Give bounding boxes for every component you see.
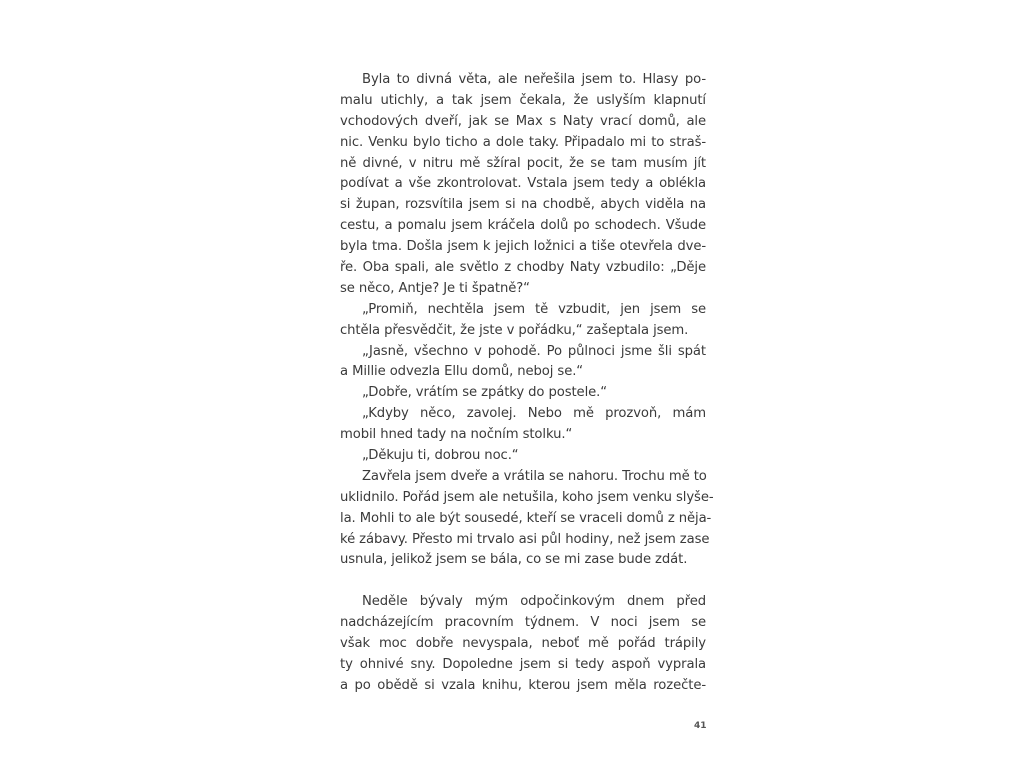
text-line: „Promiň, nechtěla jsem tě vzbudit, jen jsem se <box>362 301 706 317</box>
text-line: podívat a vše zkontrolovat. Vstala jsem tedy a oblékla <box>340 176 706 192</box>
text-line: nic. Venku bylo ticho a dole taky. Připadalo mi to straš- <box>340 134 706 150</box>
text-line: la. Mohli to ale být sousedé, kteří se vraceli domů z něja- <box>340 510 712 526</box>
text-line: Neděle bývaly mým odpočinkovým dnem před <box>362 594 706 610</box>
text-line: uklidnilo. Pořád jsem ale netušila, koho jsem venku slyše- <box>340 489 714 505</box>
page-number: 41 <box>694 721 707 731</box>
text-line: „Kdyby něco, zavolej. Nebo mě prozvoň, mám <box>362 406 706 422</box>
body-text <box>340 70 714 697</box>
text-line: cestu, a pomalu jsem kráčela dolů po schodech. Všude <box>340 218 706 234</box>
text-line: Zavřela jsem dveře a vrátila se nahoru. Trochu mě to <box>362 468 707 484</box>
text-line: ně divné, v nitru mě sžíral pocit, že se tam musím jít <box>340 155 706 171</box>
text-line: „Dobře, vrátím se zpátky do postele.“ <box>362 385 607 401</box>
text-line: „Jasně, všechno v pohodě. Po půlnoci jsme šli spát <box>362 343 706 359</box>
text-line: Byla to divná věta, ale neřešila jsem to. Hlasy po- <box>362 72 706 87</box>
text-line: se něco, Antje? Je ti špatně?“ <box>340 280 530 296</box>
text-line: ře. Oba spali, ale světlo z chodby Naty vzbudilo: „Děje <box>340 260 706 276</box>
text-line: ké zábavy. Přesto mi trvalo asi půl hodiny, než jsem zase <box>340 531 710 547</box>
text-line: mobil hned tady na nočním stolku.“ <box>340 427 573 443</box>
text-line: byla tma. Došla jsem k jejich ložnici a tiše otevřela dve- <box>340 239 706 255</box>
text-line: však moc dobře nevyspala, neboť mě pořád trápily <box>340 636 706 652</box>
text-line: usnula, jelikož jsem se bála, co se mi zase bude zdát. <box>340 552 688 568</box>
text-line: chtěla přesvědčit, že jste v pořádku,“ zašeptala jsem. <box>340 322 689 338</box>
text-line: a Millie odvezla Ellu domů, neboj se.“ <box>340 364 584 380</box>
text-line: a po obědě si vzala knihu, kterou jsem měla rozečte- <box>340 677 706 693</box>
text-line: ty ohnivé sny. Dopoledne jsem si tedy aspoň vyprala <box>340 656 706 672</box>
text-line: „Děkuju ti, dobrou noc.“ <box>362 448 519 464</box>
text-line: nadcházejícím pracovním týdnem. V noci jsem se <box>340 615 706 631</box>
text-line: malu utichly, a tak jsem čekala, že uslyším klapnutí <box>340 92 706 108</box>
paragraph-gap <box>340 571 706 592</box>
text-line: vchodových dveří, jak se Max s Naty vrací domů, ale <box>340 113 706 129</box>
text-line: si župan, rozsvítila jsem si na chodbě, abych viděla na <box>340 197 706 213</box>
